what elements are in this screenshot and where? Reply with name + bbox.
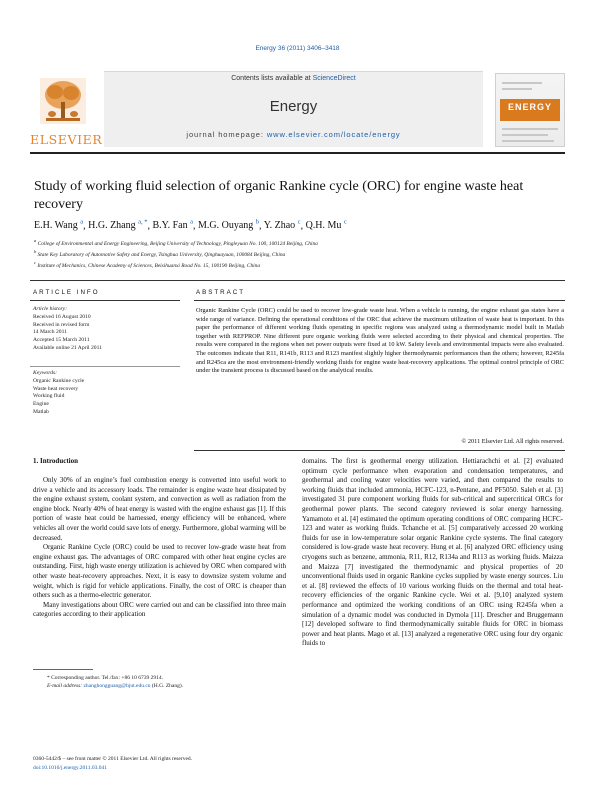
elsevier-logo[interactable] [30, 74, 103, 147]
affiliations [34, 237, 559, 270]
article-info-heading: ARTICLE INFO [33, 289, 100, 296]
issn-line: 0360-5442/$ – see front matter © 2011 Elsevier Ltd. All rights reserved. [33, 756, 193, 762]
corresponding-author-footnote [47, 674, 287, 690]
article-history [33, 306, 163, 353]
article-info-subrule [30, 366, 180, 367]
author[interactable]: M.G. Ouyang $^b$ [198, 219, 260, 232]
history-item: Received in revised form [33, 321, 90, 328]
keyword: Matlab [33, 408, 49, 415]
section-heading: 1. Introduction [33, 457, 78, 465]
keyword: Organic Rankine cycle [33, 377, 85, 384]
email-link[interactable]: zhanghongguang@bjut.edu.cn [83, 683, 151, 689]
journal-homepage [104, 130, 483, 139]
abstract-copyright: © 2011 Elsevier Ltd. All rights reserved. [461, 438, 564, 445]
affiliation: $^a$ College of Environmental and Energy Engineering, Beijing University of Technology, Pingleyuan No. 100, 100124 Beijing, China [34, 238, 318, 247]
body-column-left [33, 476, 286, 620]
keyword: Waste heat recovery [33, 385, 79, 392]
cover-decoration [502, 128, 558, 130]
keywords [33, 370, 163, 417]
article-info-rule [30, 300, 180, 301]
paragraph: domains. The first is geothermal energy utilization. Hettiarachchi et al. [2] evaluated optimum cycle performance when evaporation and condensation temperatures, and geothermal and cooling water velocities were varied, and then compared the results to working fluids that included ammonia, HCFC-123, n-Pentane, and PF5050. Saleh et al. [3] investigated 31 pure component working fluids for sub-critical and supercritical ORCs for geothermal power plants. The second category reviewed is solar energy harnessing. Yamamoto et al. [4] estimated the optimum operating conditions of ORC comparing HCFC-123 and water as working fluids. Tchanche et al. [5] comparatively accessed 20 working fluids for use in low-temperature solar organic Rankine cycle systems. The final category considered is low-grade waste heat recovery. Hung et al. [6] analyzed ORC efficiency using cryogens such as benzene, ammonia, R11, R12, R134a and R113 as working fluids. Maizza and Maizza [7] investigated the thermodynamic and physical properties of 20 unconventional fluids used in organic Rankine cycles supplied by waste energy sources. Liu et al. [8] reviewed the effects of 10 various working fluids on the thermal and total heat-recovery efficiencies of the organic Rankine cycle. Wei et al. [9,10] analyzed system performance and optimized the working conditions of an ORC using R245fa when a simulation of a dynamic model was conducted in Dymola [11]. Drescher and Bruggemann [12] developed software to find thermodynamically suitable fluids for ORC in biomass power and heat plants. Mago et al. [13] analyzed a regenerative ORC using four dry organic fluids to [302, 457, 563, 648]
journal-banner [104, 71, 483, 147]
contents-line [104, 75, 483, 82]
homepage-link[interactable]: www.elsevier.com/locate/energy [266, 130, 401, 139]
history-item: Received 16 August 2010 [33, 313, 91, 320]
paragraph: Only 30% of an engine’s fuel combustion energy is converted into useful work to drive a vehicle and its accessory loads. The remainder is engine waste heat dissipated by the engine exhaust system, coolant system, and convection as well as radiation from the engine block. Nearly 40% of heat energy is wasted with the engine exhaust gas [1]. If this portion of waste heat could be harnessed, energy efficiency will be enhanced, where vehicles all over the world could save lots of energy. Furthermore, global warming will be decreased. [33, 476, 286, 542]
contents-prefix: Contents lists available at [231, 75, 313, 82]
article-title: Study of working fluid selection of organic Rankine cycle (ORC) for engine waste heat recovery [34, 179, 524, 212]
keyword: Working fluid [33, 393, 65, 400]
abstract-heading: ABSTRACT [196, 289, 246, 296]
body-column-right [302, 457, 563, 649]
affiliation: $^b$ State Key Laboratory of Automotive Safety and Energy, Tsinghua University, Qinghuayuan, 100084 Beijing, China [34, 249, 286, 258]
history-item: 14 March 2011 [33, 329, 67, 336]
abstract-rule [194, 300, 565, 301]
publisher-name: ELSEVIER [30, 132, 103, 147]
cover-decoration [502, 82, 542, 84]
keywords-label: Keywords: [33, 370, 58, 376]
abstract-text: Organic Rankine Cycle (ORC) could be used to recover low-grade waste heat. When a vehicle is running, the engine exhaust gas states have a wide range of variance. Defining the operational conditions of the ORC that achieve the maximum utilization of waste heat is important. In this paper the performance of different working fluids operating in specific regions was analyzed using a thermodynamic model built in Matlab together with REFPROP. Nine different pure organic working fluids were selected according to their physical and chemical properties. The results were compared in the regions when net power outputs were fixed at 10 kW. Safety levels and environmental impacts were also evaluated. The outcomes indicate that R11, R141b, R113 and R123 manifest slightly higher thermodynamic performances than the others; however, R245fa and R245ca are the most environment-friendly working fluids for engine waste heat-recovery applications. The optimal control principle of ORC under the transient process is discussed based on the analytical results. [196, 307, 564, 375]
homepage-prefix: journal homepage: [186, 130, 267, 139]
abstract-end-rule [194, 450, 565, 451]
journal-reference[interactable]: Energy 36 (2011) 3406–3418 [255, 45, 340, 52]
author[interactable]: B.Y. Fan $^a$ [152, 219, 194, 232]
history-label: Article history: [33, 306, 68, 312]
author[interactable]: H.G. Zhang $^{a, *}$ [88, 219, 148, 232]
journal-cover-thumbnail[interactable] [495, 73, 565, 147]
keyword: Engine [33, 401, 49, 408]
front-matter-divider [30, 280, 565, 281]
footnote-line: * Corresponding author. Tel./fax: +86 10 6739 2914. [47, 675, 163, 681]
publication-meta [33, 755, 273, 772]
author[interactable]: Q.H. Mu $^c$ [305, 219, 347, 232]
journal-title: Energy [269, 98, 318, 115]
paragraph: Many investigations about ORC were carried out and can be classified into three main categories according to their application [33, 600, 286, 619]
masthead-divider [30, 152, 565, 154]
footnote-rule [33, 669, 93, 670]
sciencedirect-link[interactable]: ScienceDirect [312, 75, 356, 82]
paragraph: Organic Rankine Cycle (ORC) could be used to recover low-grade waste heat from engine exhaust gas. The advantages of ORC compared with other heat engine cycles are outstanding. First, high waste energy utilization is achieved by ORC when compared with other waste heat-recovery approaches. Next, it is easy to downsize system volume and weight, which is rigid for vehicle applications. Finally, the cost of ORC is cheaper than others such as a thermo-electric generator. [33, 543, 286, 600]
elsevier-tree-icon [40, 78, 86, 124]
history-item: Available online 21 April 2011 [33, 344, 102, 351]
cover-decoration [502, 88, 532, 90]
history-item: Accepted 15 March 2011 [33, 337, 90, 344]
journal-masthead [30, 68, 565, 148]
author[interactable]: E.H. Wang $^a$ [34, 219, 84, 232]
affiliation: $^c$ Institute of Mechanics, Chinese Academy of Sciences, Beisihuanxi Road No. 15, 100190 Beijing, China [34, 260, 261, 269]
cover-title: ENERGY [507, 102, 552, 112]
author-list: E.H. Wang $^a$, H.G. Zhang $^{a, *}$, B.Y. Fan $^a$, M.G. Ouyang $^b$, Y. Zhao $^c$, Q.H. Mu $^c$ [34, 219, 347, 232]
author[interactable]: Y. Zhao $^c$ [263, 219, 301, 232]
footnote-line: E-mail address: zhanghongguang@bjut.edu.cn (H.G. Zhang). [47, 683, 184, 689]
doi-link[interactable]: doi:10.1016/j.energy.2011.03.041 [33, 764, 108, 771]
cover-decoration [502, 140, 554, 142]
cover-decoration [502, 134, 548, 136]
